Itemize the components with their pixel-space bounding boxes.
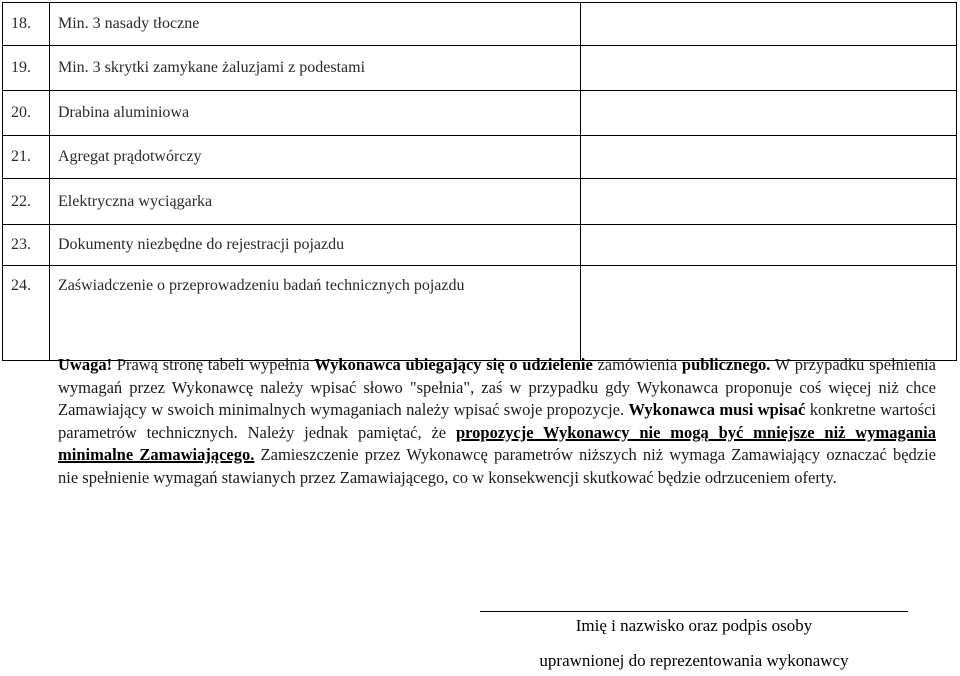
table-row bbox=[3, 225, 957, 266]
note-text: Prawą stronę tabeli wypełnia bbox=[112, 355, 315, 374]
note-emphasis-underlined: propozycje Wykonawcy nie mogą być mniejsze niż wymagania minimalne Zamawiającego. bbox=[58, 422, 936, 464]
table-row bbox=[3, 46, 957, 91]
row-item-name: Agregat prądotwórczy bbox=[50, 136, 581, 179]
note-emphasis: Wykonawca musi wpisać bbox=[628, 400, 806, 419]
note-text: zamówienia bbox=[592, 355, 682, 374]
row-item-name: Dokumenty niezbędne do rejestracji pojazdu bbox=[50, 225, 581, 266]
row-value-cell[interactable] bbox=[581, 225, 957, 266]
signature-line bbox=[480, 611, 908, 612]
row-item-name: Drabina aluminiowa bbox=[50, 91, 581, 136]
note-text: Zamieszczenie przez Wykonawcę parametrów niższych niż wymaga Zamawiający oznaczać będzie nie spełnienie wymagań stawianych przez Zamawiającego, co w konsekwencji skutkować będzie odrzuceniem oferty. bbox=[58, 445, 937, 487]
row-number: 22. bbox=[3, 179, 50, 225]
row-number: 21. bbox=[3, 136, 50, 179]
note-text: konkretne wartości parametrów technicznych. Należy jednak pamiętać, że bbox=[58, 400, 937, 442]
row-number: 18. bbox=[3, 3, 50, 46]
table-row bbox=[3, 266, 957, 361]
note-emphasis: publicznego. bbox=[681, 355, 771, 374]
row-number: 20. bbox=[3, 91, 50, 136]
equipment-table bbox=[2, 2, 957, 361]
signature-caption-line1: Imię i nazwisko oraz podpis osoby bbox=[575, 616, 813, 635]
table-row bbox=[3, 136, 957, 179]
note-emphasis: Wykonawca ubiegający się o udzielenie bbox=[314, 355, 593, 374]
table-row bbox=[3, 179, 957, 225]
warning-label: Uwaga! bbox=[58, 355, 113, 374]
signature-caption-line2: uprawnionej do reprezentowania wykonawcy bbox=[539, 651, 849, 670]
row-number: 23. bbox=[3, 225, 50, 266]
row-value-cell[interactable] bbox=[581, 91, 957, 136]
row-item-name: Elektryczna wyciągarka bbox=[50, 179, 581, 225]
row-value-cell[interactable] bbox=[581, 136, 957, 179]
table-row bbox=[3, 91, 957, 136]
row-value-cell[interactable] bbox=[581, 46, 957, 91]
note-text: W przypadku spełnienia wymagań przez Wykonawcę należy wpisać słowo "spełnia", zaś w przypadku gdy Wykonawca proponuje coś więcej niż chce Zamawiający w swoich minimalnych wymaganiach należy wpisać swoje propozycje. bbox=[58, 355, 936, 419]
row-item-name: Zaświadczenie o przeprowadzeniu badań technicznych pojazdu bbox=[50, 266, 581, 361]
row-value-cell[interactable] bbox=[581, 179, 957, 225]
table-row bbox=[3, 3, 957, 46]
row-number: 24. bbox=[3, 266, 50, 361]
instruction-note bbox=[58, 354, 936, 489]
row-number: 19. bbox=[3, 46, 50, 91]
row-value-cell[interactable] bbox=[581, 3, 957, 46]
row-item-name: Min. 3 nasady tłoczne bbox=[50, 3, 581, 46]
row-value-cell[interactable] bbox=[581, 266, 957, 361]
row-item-name: Min. 3 skrytki zamykane żaluzjami z podestami bbox=[50, 46, 581, 91]
